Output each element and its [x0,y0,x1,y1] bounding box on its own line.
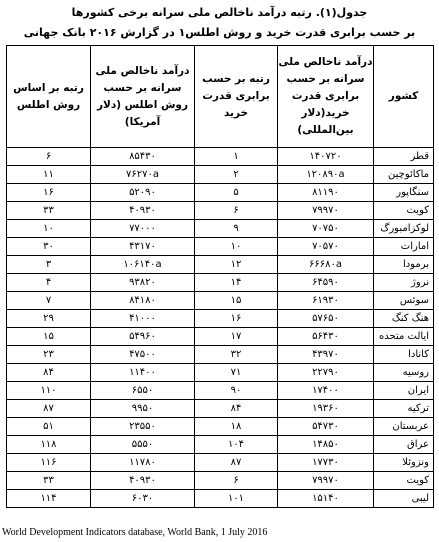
gni-ppp-cell: ۷۰۷۵۰ [278,220,374,238]
country-cell: کانادا [374,346,434,364]
rank-ppp-cell: ۸۴ [195,400,278,418]
rank-atlas-cell: ۳۰ [7,238,91,256]
rank-atlas-cell: ۱۱۶ [7,454,91,472]
gni-atlas-cell: ۵۴۹۶۰ [91,328,195,346]
rank-ppp-cell: ۱۰ [195,238,278,256]
gni-ppp-cell: ۵۶۴۳۰ [278,328,374,346]
rank-ppp-cell: ۱۰۴ [195,436,278,454]
rank-ppp-cell: ۱۶ [195,310,278,328]
table-row [7,310,434,328]
gni-atlas-cell: ۲۳۵۵۰ [91,418,195,436]
table-row [7,148,434,166]
rank-atlas-cell: ۲۳ [7,346,91,364]
rank-ppp-cell: ۲ [195,166,278,184]
rank-ppp-cell: ۱۷ [195,328,278,346]
country-cell: قطر [374,148,434,166]
gni-atlas-cell: ۶۰۳۰ [91,490,195,508]
gni-atlas-cell: ۴۰۹۳۰ [91,202,195,220]
rank-atlas-cell: ۶ [7,148,91,166]
country-cell: ایران [374,382,434,400]
gni-ppp-cell: ۶۴۵۹۰ [278,274,374,292]
gni-ppp-cell: ۷۹۹۷۰ [278,472,374,490]
table-row [7,328,434,346]
rank-atlas-cell: ۵۱ [7,418,91,436]
country-cell: عربستان [374,418,434,436]
country-cell: نروژ [374,274,434,292]
country-cell: سنگاپور [374,184,434,202]
gni-ppp-cell: ۱۲۰۸۹۰a [278,166,374,184]
rank-ppp-cell: ۱۲ [195,256,278,274]
rank-atlas-cell: ۲۹ [7,310,91,328]
caption-line-1: جدول(۱). رتبه درآمد ناخالص ملی سرانه برخی کشورها [71,6,368,19]
rank-ppp-cell: ۶ [195,472,278,490]
gni-atlas-cell: ۴۱۰۰۰ [91,310,195,328]
header-gni-atlas: درآمد ناخالص ملی سرانه بر حسب روش اطلس (دلار آمریکا) [91,46,195,148]
gni-ppp-cell: ۵۷۶۵۰ [278,310,374,328]
source-note: World Development Indicators database, World Bank, 1 July 2016 [2,527,268,538]
gni-atlas-cell: ۷۷۰۰۰ [91,220,195,238]
rank-atlas-cell: ۸۷ [7,400,91,418]
gni-ppp-cell: ۴۳۹۷۰ [278,346,374,364]
rank-atlas-cell: ۱۱۰ [7,382,91,400]
table-row [7,220,434,238]
caption-line-2: بر حسب برابری قدرت خرید و روش اطلس۱ در گزارش ۲۰۱۶ بانک جهانی [23,26,416,39]
gni-ppp-cell: ۱۵۱۴۰ [278,490,374,508]
rank-ppp-cell: ۱۵ [195,292,278,310]
rank-atlas-cell: ۴ [7,274,91,292]
country-cell: کویت [374,472,434,490]
country-cell: امارات [374,238,434,256]
country-cell: ایالت متحده [374,328,434,346]
country-cell: ماکائوچین [374,166,434,184]
country-cell: لوکزامبورگ [374,220,434,238]
table-row [7,364,434,382]
rank-ppp-cell: ۵ [195,184,278,202]
country-cell: روسیه [374,364,434,382]
rank-atlas-cell: ۱۱۸ [7,436,91,454]
rank-ppp-cell: ۸۷ [195,454,278,472]
gni-ppp-cell: ۱۴۸۵۰ [278,436,374,454]
table-row [7,202,434,220]
rank-ppp-cell: ۹ [195,220,278,238]
rank-atlas-cell: ۱۰ [7,220,91,238]
gni-atlas-cell: ۸۵۴۳۰ [91,148,195,166]
gni-atlas-cell: ۹۹۵۰ [91,400,195,418]
rank-atlas-cell: ۳ [7,256,91,274]
header-rank-ppp: رتبه بر حسب برابری قدرت خرید [195,46,278,148]
table-row [7,346,434,364]
header-country: کشور [374,46,434,148]
gni-atlas-cell: ۸۴۱۸۰ [91,292,195,310]
table-row [7,274,434,292]
rank-atlas-cell: ۷ [7,292,91,310]
country-cell: عراق [374,436,434,454]
rank-ppp-cell: ۱۴ [195,274,278,292]
table-row [7,382,434,400]
country-cell: ترکیه [374,400,434,418]
header-gni-ppp: درآمد ناخالص ملی سرانه بر حسب برابری قدرت خرید(دلار بین‌المللی) [278,46,374,148]
gni-atlas-cell: ۹۳۸۲۰ [91,274,195,292]
gni-atlas-cell: ۵۲۰۹۰ [91,184,195,202]
gni-ppp-cell: ۸۱۱۹۰ [278,184,374,202]
country-cell: کویت [374,202,434,220]
header-rank-atlas: رتبه بر اساس روش اطلس [7,46,91,148]
rank-ppp-cell: ۱۸ [195,418,278,436]
table-row [7,166,434,184]
gni-ppp-cell: ۶۶۶۸۰a [278,256,374,274]
rank-atlas-cell: ۸۴ [7,364,91,382]
table-row [7,472,434,490]
gni-atlas-cell: ۴۷۵۰۰ [91,346,195,364]
gni-atlas-cell: ۵۵۵۰ [91,436,195,454]
rank-ppp-cell: ۱۰۱ [195,490,278,508]
gni-atlas-cell: ۶۵۵۰ [91,382,195,400]
rank-atlas-cell: ۱۶ [7,184,91,202]
gni-atlas-cell: ۱۱۴۰۰ [91,364,195,382]
gni-ppp-cell: ۶۱۹۳۰ [278,292,374,310]
rank-atlas-cell: ۱۱ [7,166,91,184]
table-row [7,436,434,454]
gni-ppp-cell: ۵۴۷۳۰ [278,418,374,436]
table-row [7,454,434,472]
table-body [7,148,434,508]
gni-atlas-cell: ۴۳۱۷۰ [91,238,195,256]
rank-atlas-cell: ۱۵ [7,328,91,346]
gni-atlas-cell: ۱۰۶۱۴۰a [91,256,195,274]
rank-atlas-cell: ۳۳ [7,472,91,490]
country-cell: هنگ کنگ [374,310,434,328]
table-row [7,238,434,256]
table-caption [6,3,433,43]
table-row [7,184,434,202]
table-row [7,292,434,310]
table-row [7,400,434,418]
gni-ppp-cell: ۲۲۷۹۰ [278,364,374,382]
gni-ppp-cell: ۷۹۹۷۰ [278,202,374,220]
country-cell: سوئس [374,292,434,310]
rank-ppp-cell: ۳۲ [195,346,278,364]
rank-ppp-cell: ۷۱ [195,364,278,382]
table-row [7,490,434,508]
rank-ppp-cell: ۱ [195,148,278,166]
rank-ppp-cell: ۶ [195,202,278,220]
rank-atlas-cell: ۱۱۴ [7,490,91,508]
gni-ppp-cell: ۱۹۳۶۰ [278,400,374,418]
gni-ppp-cell: ۱۷۷۳۰ [278,454,374,472]
table-row [7,256,434,274]
gni-atlas-cell: ۱۱۷۸۰ [91,454,195,472]
gni-ranking-table [6,45,434,508]
gni-ppp-cell: ۱۴۰۷۲۰ [278,148,374,166]
country-cell: ونزوئلا [374,454,434,472]
country-cell: لیبی [374,490,434,508]
rank-ppp-cell: ۹۰ [195,382,278,400]
gni-ppp-cell: ۱۷۴۰۰ [278,382,374,400]
country-cell: برمودا [374,256,434,274]
gni-ppp-cell: ۷۰۵۷۰ [278,238,374,256]
table-header-row [7,46,434,148]
rank-atlas-cell: ۳۳ [7,202,91,220]
table-row [7,418,434,436]
gni-atlas-cell: ۷۶۲۷۰a [91,166,195,184]
gni-atlas-cell: ۴۰۹۳۰ [91,472,195,490]
